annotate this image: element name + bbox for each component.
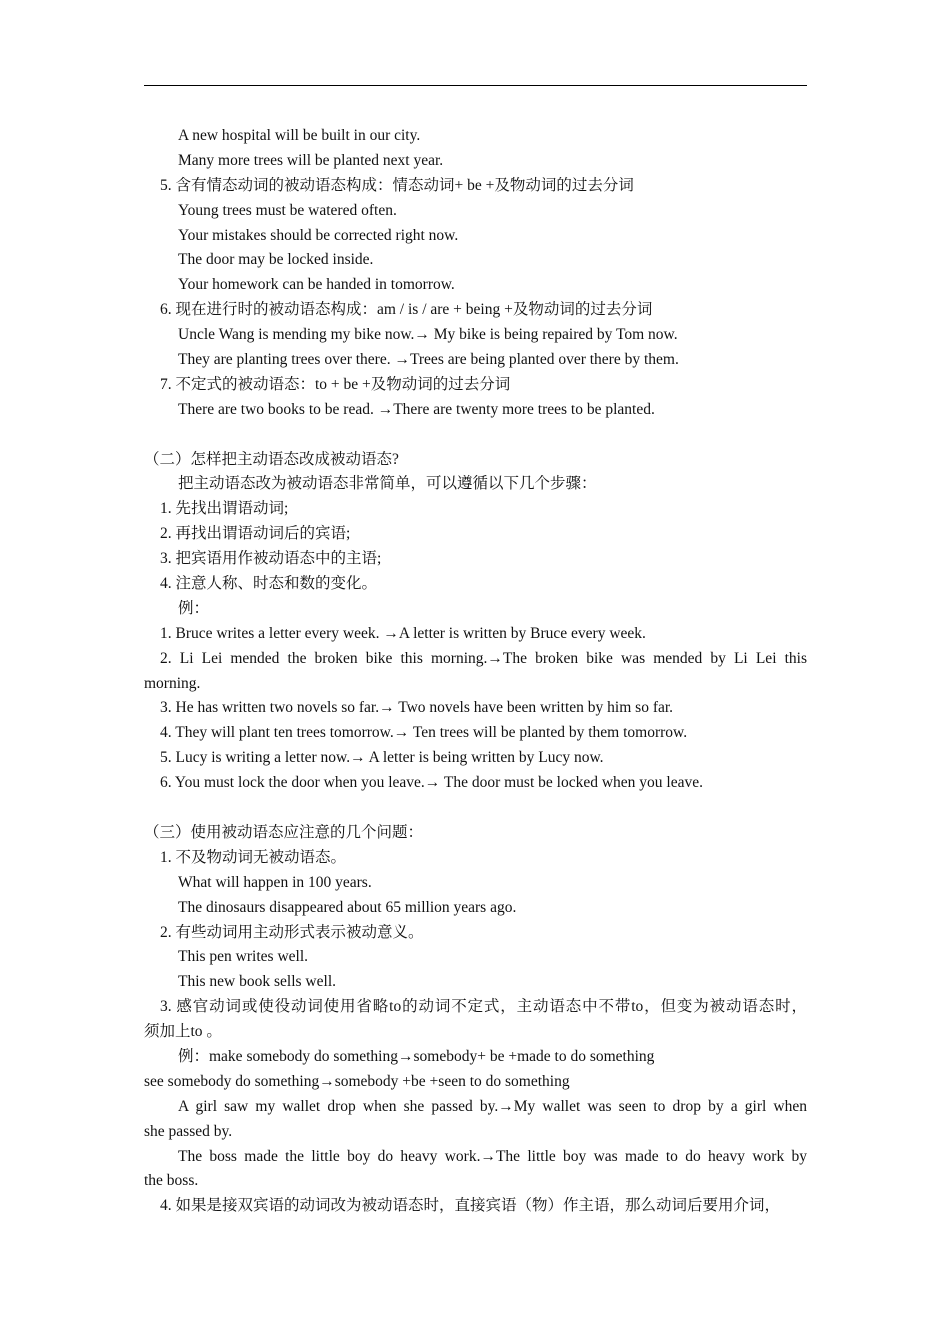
example-sentence: The boss made the little boy do heavy work.→The little boy was made to do heavy work by xyxy=(178,1147,807,1165)
step-item: 4. 注意人称、时态和数的变化。 xyxy=(160,575,378,593)
rule-heading: 1. 不及物动词无被动语态。 xyxy=(160,848,347,866)
example-sentence: Many more trees will be planted next year. xyxy=(178,151,444,169)
example-sentence: Uncle Wang is mending my bike now.→ My bike is being repaired by Tom now. xyxy=(178,326,678,344)
conversion-example: 2. Li Lei mended the broken bike this morning.→The broken bike was mended by Li Lei this xyxy=(160,649,807,667)
blank-line xyxy=(144,796,807,821)
rule-heading: 4. 如果是接双宾语的动词改为被动语态时，直接宾语（物）作主语，那么动词后要用介词， xyxy=(160,1197,781,1215)
example-sentence: This new book sells well. xyxy=(178,973,336,991)
rule-heading: 6. 现在进行时的被动语态构成：am / is / are + being +及物动词的过去分词 xyxy=(160,301,653,319)
rule-heading: 7. 不定式的被动语态：to + be +及物动词的过去分词 xyxy=(160,375,511,393)
step-item: 3. 把宾语用作被动语态中的主语; xyxy=(160,550,382,568)
section-title: （二）怎样把主动语态改成被动语态? xyxy=(144,450,399,468)
conversion-example: 4. They will plant ten trees tomorrow.→ Ten trees will be planted by them tomorrow. xyxy=(160,724,688,742)
conversion-example: 3. He has written two novels so far.→ Two novels have been written by him so far. xyxy=(160,699,674,717)
step-item: 1. 先找出谓语动词; xyxy=(160,500,289,518)
conversion-example: 6. You must lock the door when you leave.→ The door must be locked when you leave. xyxy=(160,774,703,792)
rule-heading: 2. 有些动词用主动形式表示被动意义。 xyxy=(160,923,424,941)
example-sentence-cont: the boss. xyxy=(144,1172,199,1190)
section-intro: 把主动语态改为被动语态非常简单，可以遵循以下几个步骤： xyxy=(178,475,597,493)
example-sentence: The door may be locked inside. xyxy=(178,251,374,269)
document-body xyxy=(144,124,807,1219)
example-sentence: Your mistakes should be corrected right now. xyxy=(178,226,459,244)
section-title: （三）使用被动语态应注意的几个问题： xyxy=(144,823,424,841)
header-rule xyxy=(144,85,807,86)
conversion-example: 5. Lucy is writing a letter now.→ A letter is being written by Lucy now. xyxy=(160,749,604,767)
step-item: 2. 再找出谓语动词后的宾语; xyxy=(160,525,351,543)
example-sentence: There are two books to be read. →There are twenty more trees to be planted. xyxy=(178,400,655,418)
blank-line xyxy=(144,423,807,448)
example-sentence: A new hospital will be built in our city. xyxy=(178,127,421,144)
rule-heading: 3. 感官动词或使役动词使用省略to的动词不定式，主动语态中不带to，但变为被动语态时， xyxy=(160,998,807,1016)
example-sentence: Young trees must be watered often. xyxy=(178,201,397,219)
rule-pattern: see somebody do something→somebody +be +seen to do something xyxy=(144,1072,570,1090)
example-sentence: Your homework can be handed in tomorrow. xyxy=(178,276,455,294)
rule-pattern: 例：make somebody do something→somebody+ be +made to do something xyxy=(178,1047,655,1065)
rule-heading-cont: 须加上to 。 xyxy=(144,1023,222,1041)
example-sentence: They are planting trees over there. →Trees are being planted over there by them. xyxy=(178,351,679,369)
conversion-example: 1. Bruce writes a letter every week. →A letter is written by Bruce every week. xyxy=(160,624,646,642)
example-sentence: A girl saw my wallet drop when she passed by.→My wallet was seen to drop by a girl when xyxy=(178,1097,807,1115)
example-sentence: What will happen in 100 years. xyxy=(178,873,372,891)
example-label: 例： xyxy=(178,599,210,617)
example-sentence: The dinosaurs disappeared about 65 million years ago. xyxy=(178,898,517,916)
example-sentence: This pen writes well. xyxy=(178,948,309,966)
example-sentence-cont: she passed by. xyxy=(144,1122,233,1140)
conversion-example-cont: morning. xyxy=(144,674,201,692)
rule-heading: 5. 含有情态动词的被动语态构成：情态动词+ be +及物动词的过去分词 xyxy=(160,176,634,194)
